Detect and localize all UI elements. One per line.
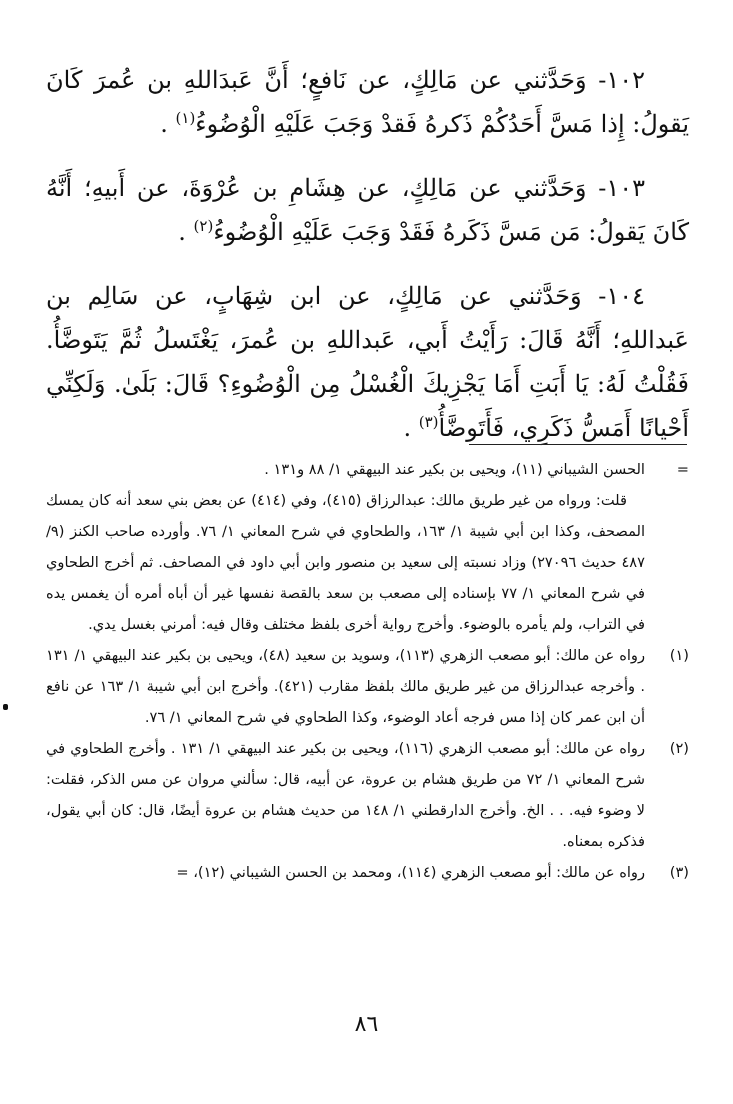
hadith-end: .: [160, 110, 176, 138]
hadith-102: [46, 58, 689, 146]
hadith-text: ١٠٢- وَحَدَّثني عن مَالِكٍ، عن نَافعٍ؛ أَنَّ عَبدَاللهِ بن عُمرَ كَانَ يَقولُ: إِذا مَسَّ أَحَدُكُمْ ذَكرهُ فَقدْ وَجَبَ عَلَيْهِ الْوُضُوءُ: [46, 66, 689, 138]
footnote-number: (١): [669, 647, 689, 664]
footnote-text: رواه عن مالك: أبو مصعب الزهري (١١٦)، ويحيى بن بكير عند البيهقي ١/ ١٣١ . وأخرج الطحاوي في شرح المعاني ١/ ٧٢ من طريق هشام بن عروة، عن أبيه، قال: سألني مروان عن مس الذكر، فقلت: لا وضوء فيه. . . الخ. وأخرج الدارقطني ١/ ١٤٨ من حديث هشام بن عروة أيضًا، قال: كان أبي يقول، فذكره بمعناه.: [46, 740, 645, 850]
footnote-number: (٣): [669, 864, 689, 881]
continuation-mark: =: [676, 461, 689, 478]
footnote-continuation: [46, 454, 689, 640]
footnote-2: [46, 733, 689, 857]
footnote-ref: (٢): [193, 217, 214, 235]
footnote-3: [46, 857, 689, 888]
footnote-text: الحسن الشيباني (١١)، ويحيى بن بكير عند البيهقي ١/ ٨٨ و١٣١ .: [264, 461, 645, 478]
main-text: [46, 58, 689, 470]
footnote-text: رواه عن مالك: أبو مصعب الزهري (١١٤)، ومحمد بن الحسن الشيباني (١٢)،: [193, 864, 645, 881]
footnote-text: قلت: ورواه من غير طريق مالك: عبدالرزاق (٤١٥)، وفي (٤١٤) عن بعض بني سعد أنه كان يمسك المصحف، وكذا ابن أبي شيبة ١/ ١٦٣، والطحاوي في شرح المعاني ١/ ٧٦. وأورده صاحب الكنز (٩/ ٤٨٧ حديث ٢٧٠٩٦) وزاد نسبته إلى سعيد بن منصور وابن أبي داود في المصاحف. ثم أخرج الطحاوي في شرح المعاني ١/ ٧٧ بإسناده إلى مصعب بن سعد بالقصة نفسها غير أن أباه أمره أن يغمس يده في التراب، ولم يأمره بالوضوء. وأخرج رواية أخرى بلفظ مختلف وقال فيه: أمرني بغسل يدي.: [46, 492, 646, 633]
footnotes: [46, 454, 689, 888]
page-number: ٨٦: [354, 1012, 379, 1037]
hadith-end: .: [403, 414, 419, 442]
footnote-number: (٢): [669, 740, 689, 757]
continuation-mark: =: [176, 864, 194, 881]
footnote-1: [46, 640, 689, 733]
hadith-text: ١٠٤- وَحَدَّثني عن مَالِكٍ، عن ابن شِهَابٍ، عن سَالِم بن عَبداللهِ؛ أَنَّهُ قَالَ: رَأَيْتُ أَبي، عَبداللهِ بن عُمرَ، يَغْتَسلُ ثُمَّ يَتَوضَّأُ. فَقُلْتُ لَهُ: يَا أَبَتِ أَمَا يَجْزِيكَ الْغُسْلُ مِن الْوُضُوءِ؟ قَالَ: بَلَىٰ. وَلَكِنِّي أَحْيانًا أَمَسُّ ذَكَرِي، فَأَتَوضَّأُ: [46, 282, 689, 442]
hadith-end: .: [178, 218, 194, 246]
hadith-text: ١٠٣- وَحَدَّثني عن مَالِكٍ، عن هِشَامِ بن عُرْوَةَ، عن أَبيهِ؛ أَنَّهُ كَانَ يَقولُ: مَن مَسَّ ذَكَرهُ فَقَدْ وَجَبَ عَلَيْهِ الْوُضُوءُ: [46, 174, 689, 246]
scan-speck: [3, 704, 8, 710]
footnote-ref: (٣): [418, 413, 439, 431]
hadith-103: [46, 166, 689, 254]
footnote-separator: [469, 444, 687, 445]
footnote-text: رواه عن مالك: أبو مصعب الزهري (١١٣)، وسويد بن سعيد (٤٨)، ويحيى بن بكير عند البيهقي ١/ ١٣١ . وأخرجه عبدالرزاق من غير طريق مالك بلفظ مقارب (٤٢١). وأخرج ابن أبي شيبة ١/ ١٦٣ عن نافع أن ابن عمر كان إذا مس فرجه أعاد الوضوء، وكذا الطحاوي في شرح المعاني ١/ ٧٦.: [46, 647, 646, 726]
hadith-104: [46, 274, 689, 450]
footnote-ref: (١): [175, 109, 196, 127]
